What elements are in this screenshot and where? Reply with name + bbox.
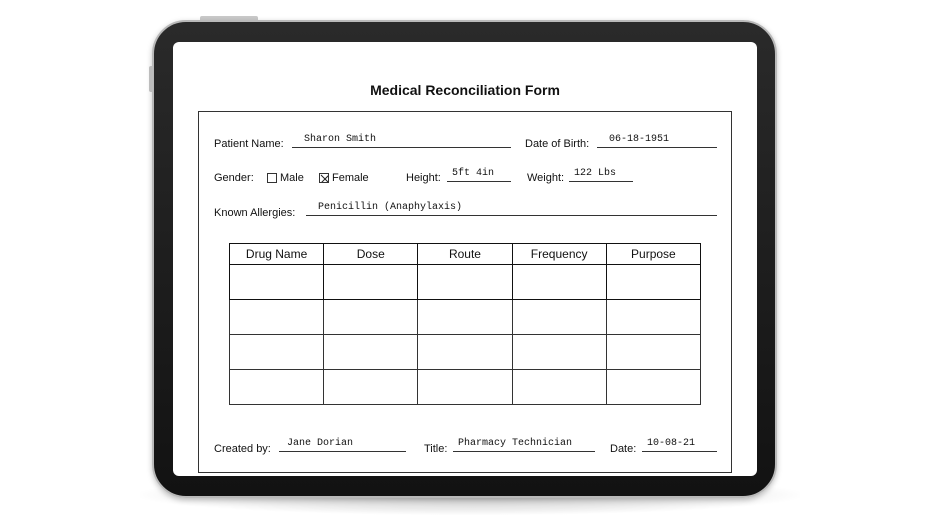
male-label: Male — [280, 172, 304, 184]
table-cell[interactable] — [606, 370, 700, 405]
table-cell[interactable] — [418, 300, 512, 335]
weight-label: Weight: — [527, 172, 565, 184]
date-of-birth-field[interactable]: 06-18-1951 — [597, 134, 717, 148]
known-allergies-label: Known Allergies: — [214, 207, 296, 219]
title-field[interactable]: Pharmacy Technician — [453, 438, 595, 452]
column-header-route: Route — [418, 244, 512, 265]
table-cell[interactable] — [512, 335, 606, 370]
table-cell[interactable] — [606, 300, 700, 335]
date-label: Date: — [610, 443, 637, 455]
tablet-screen — [173, 42, 757, 476]
table-cell[interactable] — [324, 300, 418, 335]
table-row — [230, 370, 701, 405]
table-cell[interactable] — [324, 265, 418, 300]
table-cell[interactable] — [418, 265, 512, 300]
table-row — [230, 265, 701, 300]
checkbox-x-icon — [320, 174, 329, 183]
table-row — [230, 300, 701, 335]
form-title: Medical Reconciliation Form — [370, 82, 560, 98]
table-cell[interactable] — [324, 335, 418, 370]
table-header-row — [230, 244, 701, 265]
table-cell[interactable] — [230, 300, 324, 335]
patient-name-field[interactable]: Sharon Smith — [292, 134, 511, 148]
created-by-field[interactable]: Jane Dorian — [279, 438, 406, 452]
weight-field[interactable]: 122 Lbs — [569, 168, 633, 182]
table-row — [230, 335, 701, 370]
male-checkbox[interactable] — [267, 173, 277, 183]
column-header-dose: Dose — [324, 244, 418, 265]
female-checkbox[interactable] — [319, 173, 329, 183]
table-cell[interactable] — [230, 265, 324, 300]
column-header-purpose: Purpose — [606, 244, 700, 265]
table-cell[interactable] — [230, 335, 324, 370]
table-cell[interactable] — [512, 265, 606, 300]
date-field[interactable]: 10-08-21 — [642, 438, 717, 452]
table-cell[interactable] — [418, 370, 512, 405]
table-cell[interactable] — [606, 265, 700, 300]
table-cell[interactable] — [512, 300, 606, 335]
volume-button — [149, 66, 153, 92]
height-field[interactable]: 5ft 4in — [447, 168, 511, 182]
table-cell[interactable] — [230, 370, 324, 405]
known-allergies-field[interactable]: Penicillin (Anaphylaxis) — [306, 202, 717, 216]
title-label: Title: — [424, 443, 448, 455]
female-label: Female — [332, 172, 369, 184]
table-cell[interactable] — [324, 370, 418, 405]
height-label: Height: — [406, 172, 441, 184]
gender-label: Gender: — [214, 172, 254, 184]
table-cell[interactable] — [606, 335, 700, 370]
table-cell[interactable] — [418, 335, 512, 370]
medication-table — [229, 243, 701, 405]
date-of-birth-label: Date of Birth: — [525, 138, 590, 150]
patient-name-label: Patient Name: — [214, 138, 284, 150]
column-header-frequency: Frequency — [512, 244, 606, 265]
tablet-device — [152, 20, 777, 498]
table-cell[interactable] — [512, 370, 606, 405]
column-header-drug-name: Drug Name — [230, 244, 324, 265]
created-by-label: Created by: — [214, 443, 271, 455]
